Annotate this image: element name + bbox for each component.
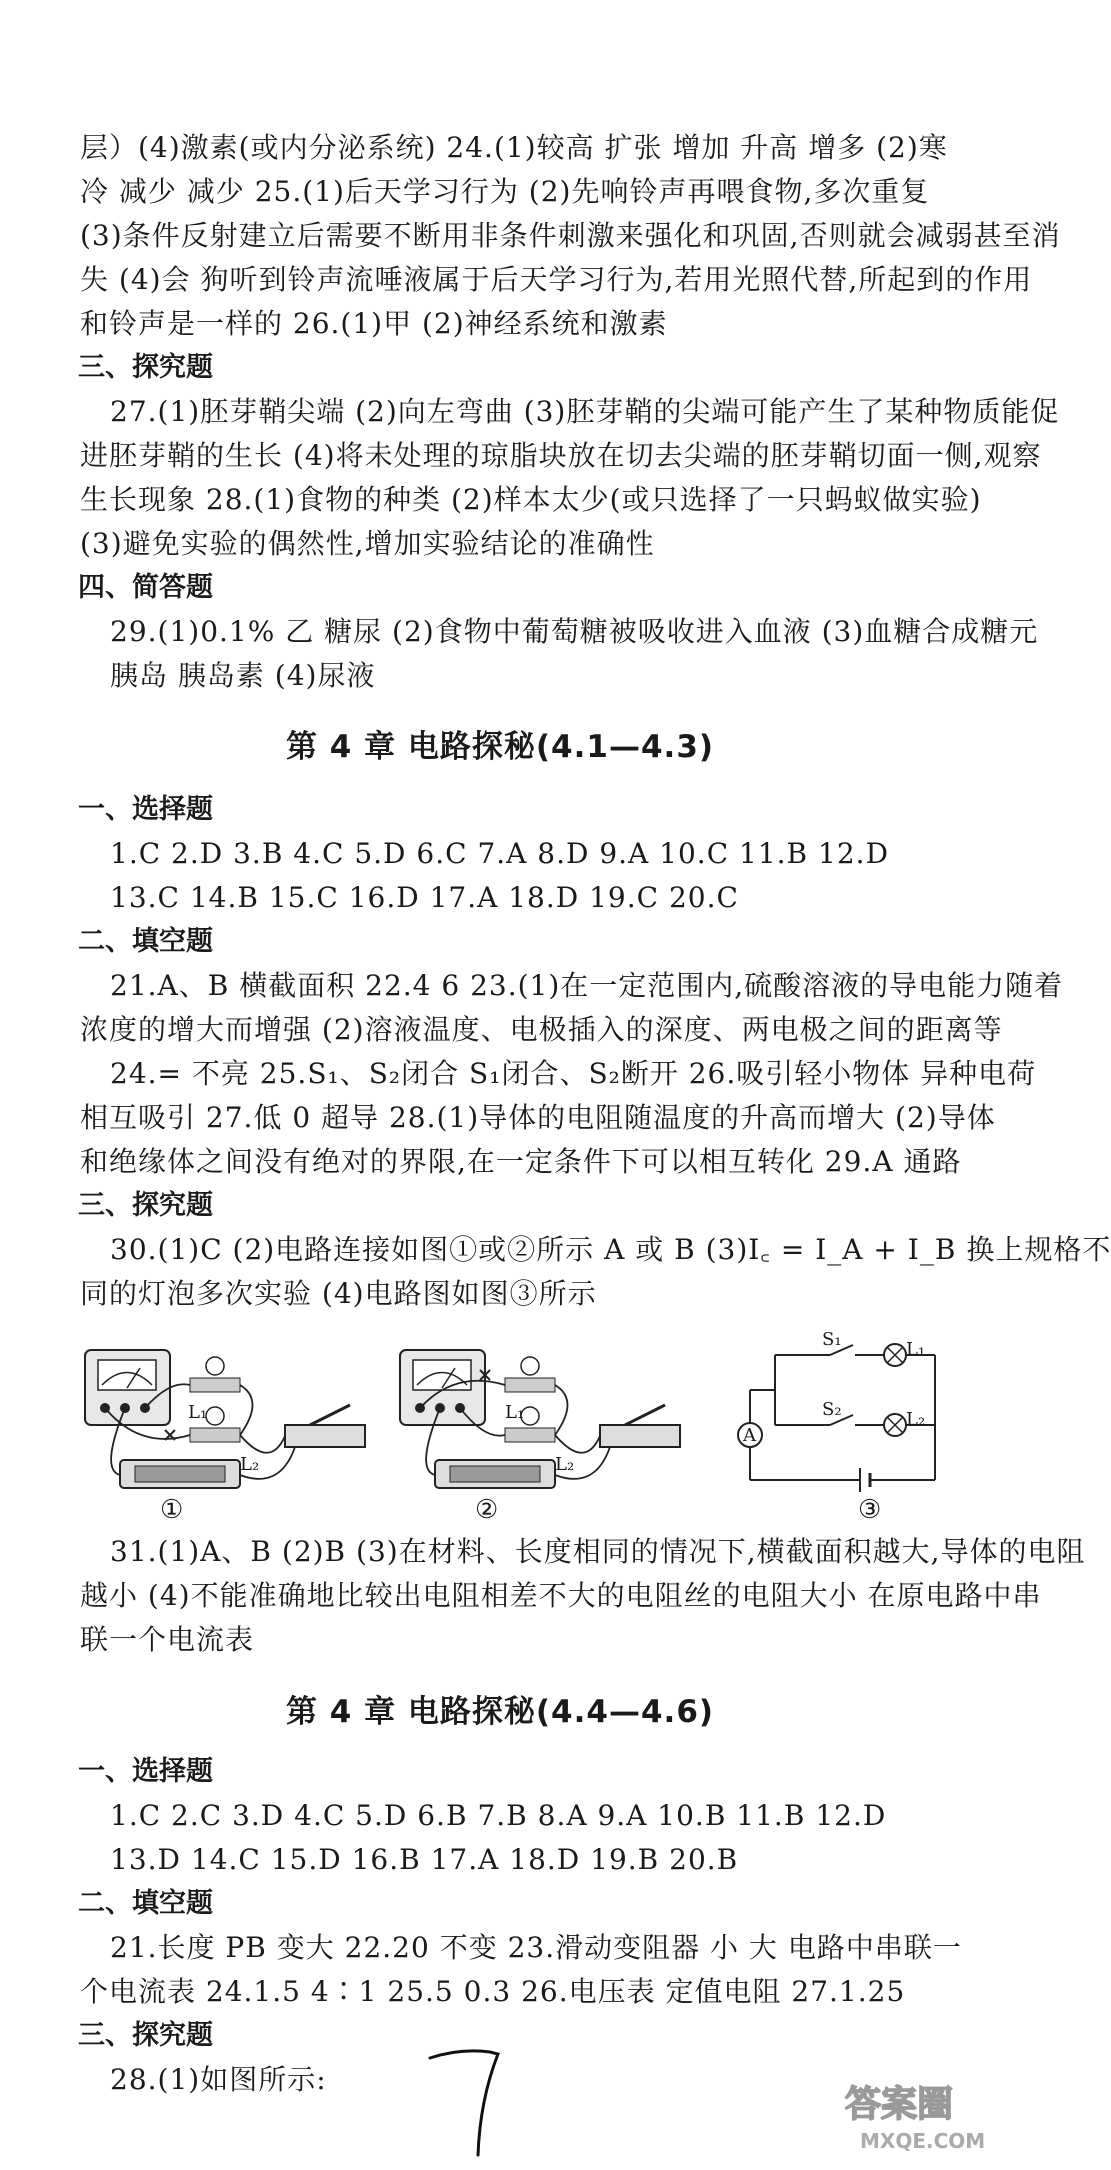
label-l1: L₁ bbox=[906, 1339, 926, 1360]
text-line: 29.(1)0.1% 乙 糖尿 (2)食物中葡萄糖被吸收进入血液 (3)血糖合成糖元 bbox=[110, 615, 1039, 648]
text-line: 21.A、B 横截面积 22.4 6 23.(1)在一定范围内,硫酸溶液的导电能力随着 bbox=[110, 969, 1064, 1002]
text-line: 1.C 2.C 3.D 4.C 5.D 6.B 7.B 8.A 9.A 10.B 11.B 12.D bbox=[110, 1799, 887, 1832]
text-line: 和铃声是一样的 26.(1)甲 (2)神经系统和激素 bbox=[80, 307, 668, 340]
text-line: 27.(1)胚芽鞘尖端 (2)向左弯曲 (3)胚芽鞘的尖端可能产生了某种物质能促 bbox=[110, 395, 1060, 428]
label-s1: S₁ bbox=[822, 1329, 842, 1350]
chapter-title: 第 4 章 电路探秘(4.1—4.3) bbox=[285, 729, 715, 765]
text-line: 联一个电流表 bbox=[80, 1623, 255, 1656]
text-line: 13.C 14.B 15.C 16.D 17.A 18.D 19.C 20.C bbox=[110, 881, 739, 914]
text-line: 同的灯泡多次实验 (4)电路图如图③所示 bbox=[80, 1277, 597, 1310]
text-line: 28.(1)如图所示: bbox=[110, 2063, 327, 2096]
section-heading: 一、选择题 bbox=[78, 1756, 213, 1787]
figure-number-1: ① bbox=[160, 1495, 184, 1525]
section-heading: 三、探究题 bbox=[78, 1190, 213, 1221]
section-heading: 四、简答题 bbox=[78, 572, 213, 603]
label-l2: L₂ bbox=[555, 1454, 575, 1475]
section-heading: 一、选择题 bbox=[78, 794, 213, 825]
label-l2: L₂ bbox=[906, 1409, 926, 1430]
svg-text:MXQE.COM: MXQE.COM bbox=[860, 2129, 986, 2153]
text-line: 30.(1)C (2)电路连接如图①或②所示 A 或 B (3)I꜀ = I_A + I_B 换上规格不 bbox=[110, 1233, 1111, 1266]
text-line: 1.C 2.D 3.B 4.C 5.D 6.C 7.A 8.D 9.A 10.C 11.B 12.D bbox=[110, 837, 890, 870]
section-heading: 三、探究题 bbox=[78, 352, 213, 383]
section-heading: 二、填空题 bbox=[78, 1888, 213, 1919]
text-line: 21.长度 PB 变大 22.20 不变 23.滑动变阻器 小 大 电路中串联一 bbox=[110, 1931, 962, 1964]
handwritten-page-number bbox=[420, 2030, 520, 2164]
text-line: 个电流表 24.1.5 4∶1 25.5 0.3 26.电压表 定值电阻 27.1.25 bbox=[80, 1975, 906, 2008]
handwritten-seven bbox=[420, 2030, 520, 2160]
svg-text:答案圈: 答案圈 bbox=[845, 2084, 954, 2125]
ammeter-label: A bbox=[743, 1425, 756, 1446]
watermark-logo bbox=[840, 2066, 990, 2160]
text-line: 相互吸引 27.低 0 超导 28.(1)导体的电阻随温度的升高而增大 (2)导体 bbox=[80, 1101, 996, 1134]
chapter-title: 第 4 章 电路探秘(4.4—4.6) bbox=[285, 1694, 715, 1730]
text-line: 层）(4)激素(或内分泌系统) 24.(1)较高 扩张 增加 升高 增多 (2)寒 bbox=[80, 131, 948, 164]
text-line: 越小 (4)不能准确地比较出电阻相差不大的电阻丝的电阻大小 在原电路中串 bbox=[80, 1579, 1042, 1612]
label-l1: L₁ bbox=[188, 1402, 208, 1423]
watermark-icon bbox=[840, 2066, 990, 2156]
text-line: (3)避免实验的偶然性,增加实验结论的准确性 bbox=[80, 527, 655, 560]
text-line: 浓度的增大而增强 (2)溶液温度、电极插入的深度、两电极之间的距离等 bbox=[80, 1013, 1003, 1046]
text-line: 13.D 14.C 15.D 16.B 17.A 18.D 19.B 20.B bbox=[110, 1843, 739, 1876]
text-line: 31.(1)A、B (2)B (3)在材料、长度相同的情况下,横截面积越大,导体的电阻 bbox=[110, 1535, 1086, 1568]
text-line: 胰岛 胰岛素 (4)尿液 bbox=[110, 659, 376, 692]
section-heading: 三、探究题 bbox=[78, 2020, 213, 2051]
figure-number-3: ③ bbox=[858, 1495, 882, 1525]
figure-number-2: ② bbox=[475, 1495, 499, 1525]
label-l1: L₁ bbox=[505, 1402, 525, 1423]
text-line: 失 (4)会 狗听到铃声流唾液属于后天学习行为,若用光照代替,所起到的作用 bbox=[80, 263, 1033, 296]
text-line: 生长现象 28.(1)食物的种类 (2)样本太少(或只选择了一只蚂蚁做实验) bbox=[80, 483, 982, 516]
circuit-figure-2 bbox=[395, 1330, 695, 1500]
text-line: 进胚芽鞘的生长 (4)将未处理的琼脂块放在切去尖端的胚芽鞘切面一侧,观察 bbox=[80, 439, 1042, 472]
text-line: (3)条件反射建立后需要不断用非条件刺激来强化和巩固,否则就会减弱甚至消 bbox=[80, 219, 1061, 252]
text-line: 冷 减少 减少 25.(1)后天学习行为 (2)先响铃声再喂食物,多次重复 bbox=[80, 175, 930, 208]
circuit-diagram-3 bbox=[735, 1330, 965, 1500]
label-s2: S₂ bbox=[822, 1399, 842, 1420]
text-line: 24.= 不亮 25.S₁、S₂闭合 S₁闭合、S₂断开 26.吸引轻小物体 异种电荷 bbox=[110, 1057, 1037, 1090]
label-l2: L₂ bbox=[240, 1454, 260, 1475]
circuit-figure-1 bbox=[80, 1330, 380, 1500]
text-line: 和绝缘体之间没有绝对的界限,在一定条件下可以相互转化 29.A 通路 bbox=[80, 1145, 962, 1178]
section-heading: 二、填空题 bbox=[78, 926, 213, 957]
